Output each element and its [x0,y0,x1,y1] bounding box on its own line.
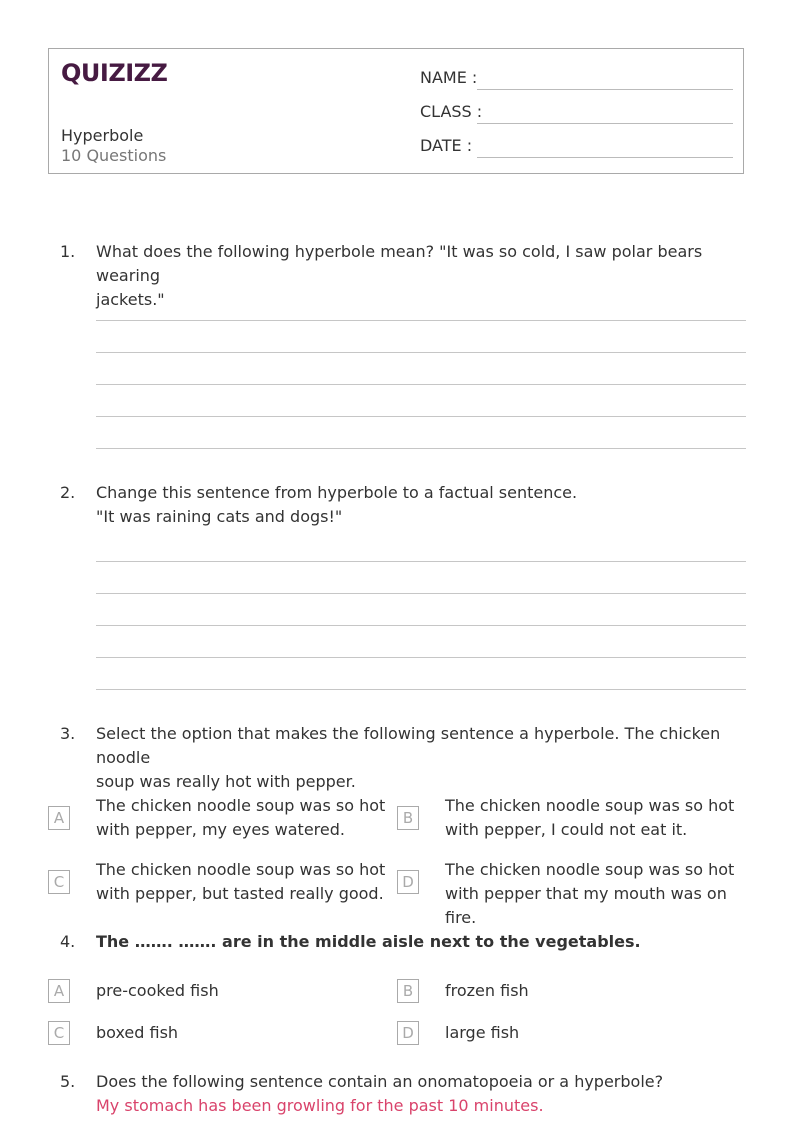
option-d-line-1: The chicken noodle soup was so hot [445,860,735,879]
answer-line[interactable] [96,561,746,562]
answer-line[interactable] [96,448,746,449]
class-field[interactable] [477,123,733,124]
option-c-box[interactable]: C [48,870,70,894]
option-b-box[interactable]: B [397,979,419,1003]
option-a-box[interactable]: A [48,806,70,830]
date-field[interactable] [477,157,733,158]
option-c-box[interactable]: C [48,1021,70,1045]
date-label: DATE : [420,136,473,155]
option-b-text[interactable]: frozen fish [445,981,529,1000]
answer-line[interactable] [96,416,746,417]
option-d-text[interactable] [445,858,745,930]
question-1-text [96,240,736,312]
question-1-number: 1. [60,242,76,261]
question-3-line-1: Select the option that makes the following sentence a hyperbole. The chicken noodle [96,724,721,767]
class-label: CLASS : [420,102,483,121]
name-label: NAME : [420,68,478,87]
worksheet-title: Hyperbole [61,126,144,145]
question-1-line-2: jackets." [96,290,165,309]
answer-line[interactable] [96,320,746,321]
question-2-line-1: Change this sentence from hyperbole to a factual sentence. [96,483,578,502]
question-3-number: 3. [60,724,76,743]
option-d-box[interactable]: D [397,1021,419,1045]
option-b-text[interactable] [445,794,745,842]
option-a-text[interactable]: pre-cooked fish [96,981,219,1000]
question-4-number: 4. [60,932,76,951]
answer-line[interactable] [96,593,746,594]
option-b-line-1: The chicken noodle soup was so hot [445,796,735,815]
worksheet-header [48,48,744,174]
question-4-text: The ……. ……. are in the middle aisle next to the vegetables. [96,932,641,951]
option-a-box[interactable]: A [48,979,70,1003]
question-5-line-1: Does the following sentence contain an onomatopoeia or a hyperbole? [96,1072,664,1091]
quizizz-logo: QUIZIZZ [61,59,168,87]
option-b-box[interactable]: B [397,806,419,830]
question-5-number: 5. [60,1072,76,1091]
option-a-text[interactable] [96,794,396,842]
option-a-line-2: with pepper, my eyes watered. [96,820,345,839]
name-field[interactable] [477,89,733,90]
option-d-box[interactable]: D [397,870,419,894]
answer-line[interactable] [96,657,746,658]
option-c-text[interactable]: boxed fish [96,1023,179,1042]
question-2-text [96,481,736,529]
question-5-text [96,1070,736,1118]
option-c-text[interactable] [96,858,396,906]
question-count: 10 Questions [61,146,167,165]
question-1-line-1: What does the following hyperbole mean? "It was so cold, I saw polar bears wearing [96,242,703,285]
answer-line[interactable] [96,352,746,353]
question-3-text [96,722,736,794]
question-5-quote: My stomach has been growling for the past 10 minutes. [96,1096,544,1115]
option-c-line-1: The chicken noodle soup was so hot [96,860,386,879]
option-b-line-2: with pepper, I could not eat it. [445,820,688,839]
question-3-line-2: soup was really hot with pepper. [96,772,356,791]
question-2-line-2: "It was raining cats and dogs!" [96,507,343,526]
option-a-line-1: The chicken noodle soup was so hot [96,796,386,815]
answer-line[interactable] [96,384,746,385]
answer-line[interactable] [96,625,746,626]
option-c-line-2: with pepper, but tasted really good. [96,884,384,903]
answer-line[interactable] [96,689,746,690]
question-2-number: 2. [60,483,76,502]
option-d-line-2: with pepper that my mouth was on fire. [445,884,727,927]
option-d-text[interactable]: large fish [445,1023,520,1042]
